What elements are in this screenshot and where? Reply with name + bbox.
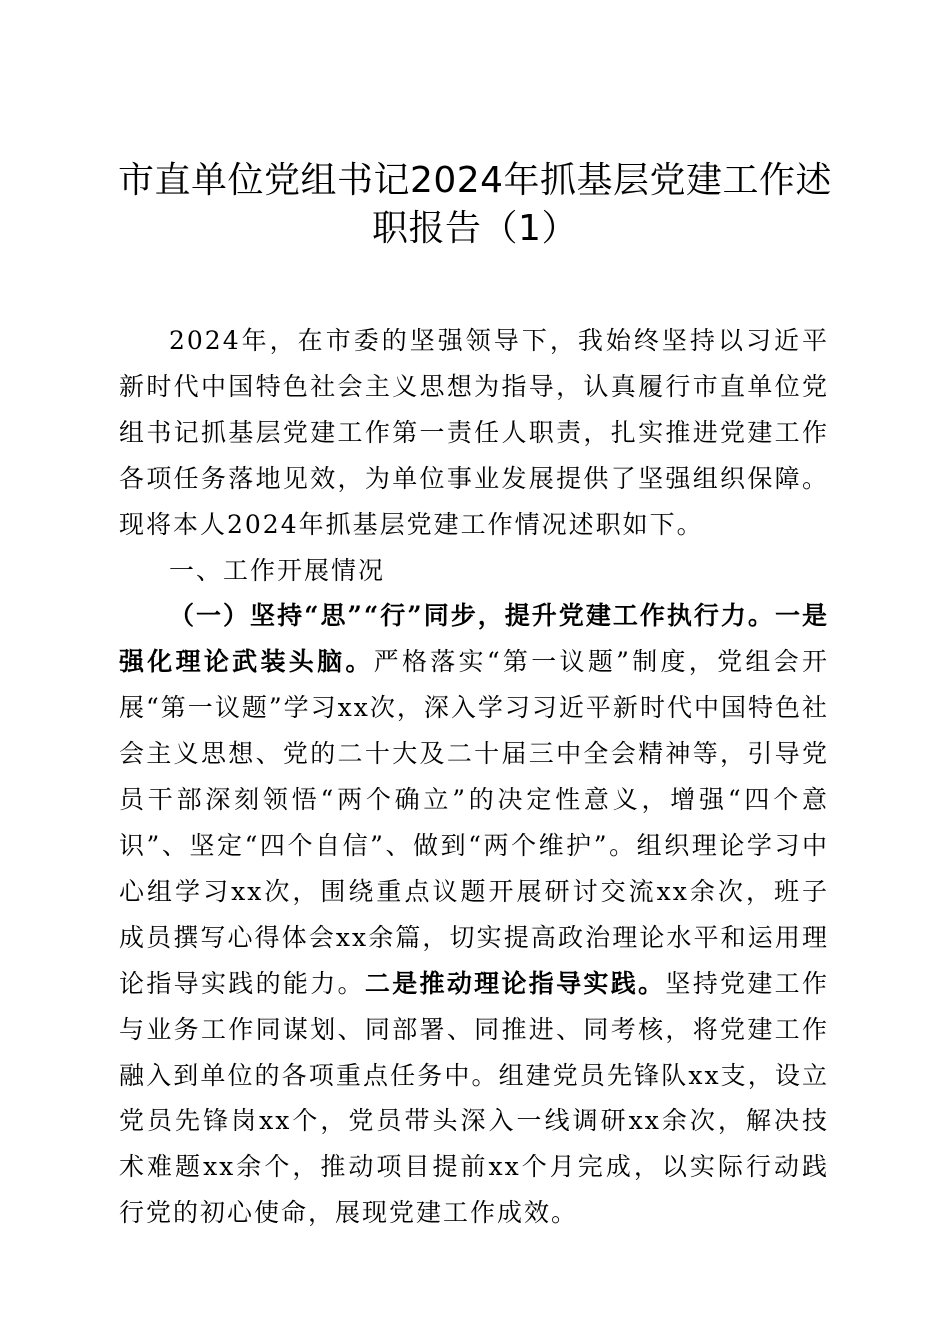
point-2-label: 二是推动理论指导实践。 xyxy=(364,968,666,998)
point-1-text: 严格落实“第一议题”制度，党组会开展“第一议题”学习xx次，深入学习习近平新时代中国特色社会主义思想、党的二十大及二十届三中全会精神等，引导党员干部深刻领悟“两个确立”的决定性意义，增强“四个意识”、坚定“四个自信”、做到“两个维护”。组织理论学习中心组学习xx次，围绕重点议题开展研讨交流xx余次，班子成员撰写心得体会xx余篇，切实提高政治理论水平和运用理论指导实践的能力。 xyxy=(119,647,829,998)
section-heading: 一、工作开展情况 xyxy=(169,555,386,585)
document-body xyxy=(119,318,829,1236)
point-1-label: 一是强化理论武装头脑。 xyxy=(119,601,829,677)
document-title: 市直单位党组书记2024年抓基层党建工作述职报告（1） xyxy=(117,160,833,249)
point-2-text: 坚持党建工作与业务工作同谋划、同部署、同推进、同考核，将党建工作融入到单位的各项重点任务中。组建党员先锋队xx支，设立党员先锋岗xx个，党员带头深入一线调研xx余次，解决技术难题xx余个，推动项目提前xx个月完成，以实际行动践行党的初心使命，展现党建工作成效。 xyxy=(119,968,829,1228)
subsection-paragraph xyxy=(119,593,829,1236)
subsection-heading: （一）坚持“思”“行”同步，提升党建工作执行力。 xyxy=(169,601,775,631)
intro-paragraph: 2024年，在市委的坚强领导下，我始终坚持以习近平新时代中国特色社会主义思想为指导，认真履行市直单位党组书记抓基层党建工作第一责任人职责，扎实推进党建工作各项任务落地见效，为单位事业发展提供了坚强组织保障。现将本人2024年抓基层党建工作情况述职如下。 xyxy=(119,326,829,539)
